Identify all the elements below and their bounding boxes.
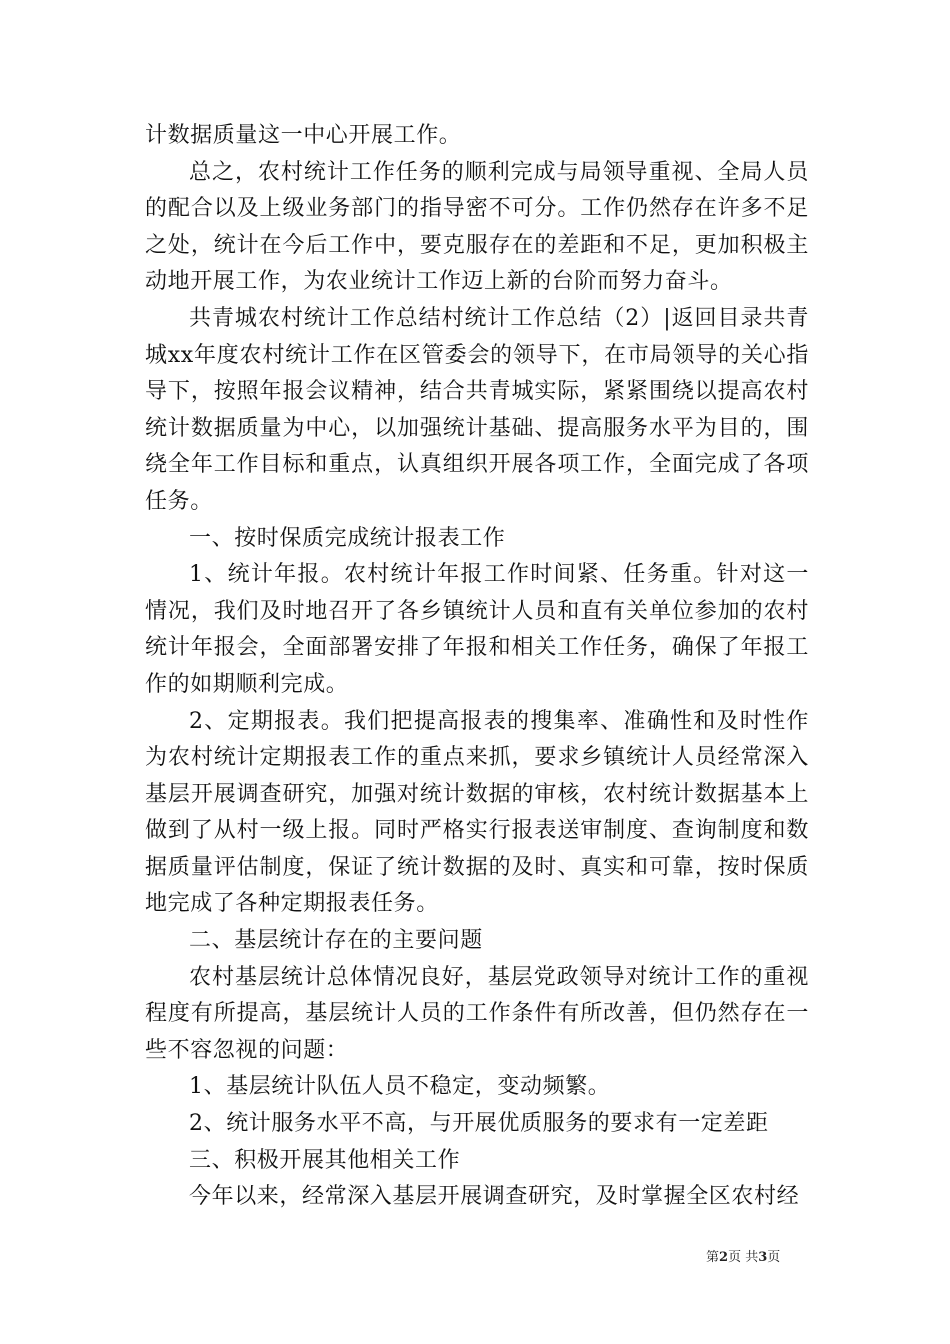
paragraph: 总之，农村统计工作任务的顺利完成与局领导重视、全局人员的配合以及上级业务部门的指导密不可分。工作仍然存在许多不足之处，统计在今后工作中，要克服存在的差距和不足，更加积极主动地开展工作，为农业统计工作迈上新的台阶而努力奋斗。 — [145, 159, 809, 295]
paragraph: 共青城农村统计工作总结村统计工作总结（2）|返回目录共青城xx年度农村统计工作在区管委会的领导下，在市局领导的关心指导下，按照年报会议精神，结合共青城实际，紧紧围绕以提高农村统计数据质量为中心，以加强统计基础、提高服务水平为目的，围绕全年工作目标和重点，认真组织开展各项工作，全面完成了各项任务。 — [145, 305, 809, 514]
footer-middle: 页 共 — [728, 1250, 759, 1265]
paragraph: 2、定期报表。我们把提高报表的搜集率、准确性和及时性作为农村统计定期报表工作的重点来抓，要求乡镇统计人员经常深入基层开展调查研究，加强对统计数据的审核，农村统计数据基本上做到了从村一级上报。同时严格实行报表送审制度、查询制度和数据质量评估制度，保证了统计数据的及时、真实和可靠，按时保质地完成了各种定期报表任务。 — [145, 708, 809, 917]
paragraph: 1、统计年报。农村统计年报工作时间紧、任务重。针对这一情况，我们及时地召开了各乡镇统计人员和直有关单位参加的农村统计年报会，全面部署安排了年报和相关工作任务，确保了年报工作的如期顺利完成。 — [145, 562, 809, 697]
section-heading: 二、基层统计存在的主要问题 — [189, 928, 483, 954]
page-footer — [706, 1246, 780, 1265]
list-item: 2、统计服务水平不高，与开展优质服务的要求有一定差距 — [189, 1111, 769, 1137]
current-page-number: 2 — [719, 1250, 729, 1265]
footer-suffix: 页 — [767, 1250, 781, 1265]
total-page-count: 3 — [758, 1250, 768, 1265]
document-body — [145, 118, 809, 1216]
footer-prefix: 第 — [706, 1250, 720, 1265]
list-item: 1、基层统计队伍人员不稳定，变动频繁。 — [189, 1074, 611, 1100]
section-heading: 一、按时保质完成统计报表工作 — [189, 525, 506, 551]
section-heading: 三、积极开展其他相关工作 — [189, 1147, 461, 1173]
paragraph: 计数据质量这一中心开展工作。 — [145, 123, 462, 148]
paragraph: 农村基层统计总体情况良好，基层党政领导对统计工作的重视程度有所提高，基层统计人员的工作条件有所改善，但仍然存在一些不容忽视的问题： — [145, 964, 809, 1063]
paragraph: 今年以来，经常深入基层开展调查研究，及时掌握全区农村经 — [189, 1184, 800, 1210]
